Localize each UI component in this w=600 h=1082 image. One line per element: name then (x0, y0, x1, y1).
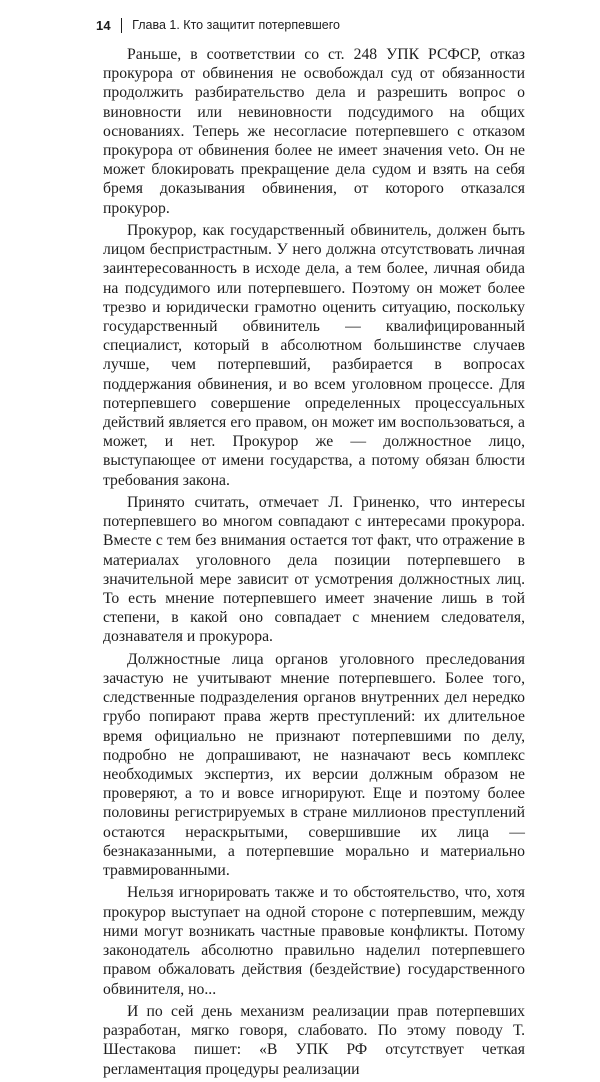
paragraph: Раньше, в соответствии со ст. 248 УПК РСФСР, отказ прокурора от обвинения не освобождал суд от обязанности продолжить разбирательство дела и разрешить вопрос о виновности или невиновности подсудимого на общих основаниях. Теперь же несогласие потерпевшего с отказом прокурора от обвинения более не имеет значения veto. Он не может блокировать прекращение дела судом и взять на себя бремя доказывания обвинения, от которого отказался прокурор. (103, 46, 525, 217)
header-separator (121, 18, 122, 33)
paragraph: Нельзя игнорировать также и то обстоятельство, что, хотя прокурор выступает на одной стороне с потерпевшим, между ними могут возникать частные правовые конфликты. Потому законодатель абсолютно правильно наделил потерпевшего правом обжаловать действия (бездействие) государственного обвинителя, но... (103, 884, 525, 998)
chapter-title: Глава 1. Кто защитит потерпевшего (132, 18, 340, 32)
page-number: 14 (96, 17, 111, 33)
paragraph: Прокурор, как государственный обвинитель, должен быть лицом беспристрастным. У него должна отсутствовать личная заинтересованность в исходе дела, а тем более, личная обида на подсудимого или потерпевшего. Поэтому он может более трезво и юридически грамотно оценить ситуацию, поскольку государственный обвинитель — квалифицированный специалист, который в абсолютном большинстве случаев лучше, чем потерпевший, разбирается в вопросах поддержания обвинения, и во всем уголовном процессе. Для потерпевшего совершение определенных процессуальных действий является его правом, он может им воспользоваться, а может, и нет. Прокурор же — должностное лицо, выступающее от имени государства, а потому обязан блюсти требования закона. (103, 222, 525, 489)
body-text (103, 45, 525, 1082)
running-head (96, 14, 526, 36)
paragraph: Принято считать, отмечает Л. Гриненко, что интересы потерпевшего во многом совпадают с интересами прокурора. Вместе с тем без внимания остается тот факт, что отражение в материалах уголовного дела позиции потерпевшего в значительной мере зависит от усмотрения должностных лиц. То есть мнение потерпевшего имеет значение лишь в той степени, в какой оно совпадает с мнением следователя, дознавателя и прокурора. (103, 494, 525, 646)
paragraph: Должностные лица органов уголовного преследования зачастую не учитывают мнение потерпевшего. Более того, следственные подразделения органов внутренних дел нередко грубо попирают права жертв преступлений: их длительное время официально не признают потерпевшими по делу, подробно не допрашивают, не назначают весь комплекс необходимых экспертиз, их версии должным образом не проверяют, а то и вовсе игнорируют. Еще и поэтому более половины регистрируемых в стране миллионов преступлений остаются нераскрытыми, совершившие их лица — безнаказанными, а потерпевшие морально и материально травмированными. (103, 650, 525, 880)
paragraph: И по сей день механизм реализации прав потерпевших разработан, мягко говоря, слабовато. По этому поводу Т. Шестакова пишет: «В УПК РФ отсутствует четкая регламентация процедуры реализации (103, 1002, 525, 1078)
